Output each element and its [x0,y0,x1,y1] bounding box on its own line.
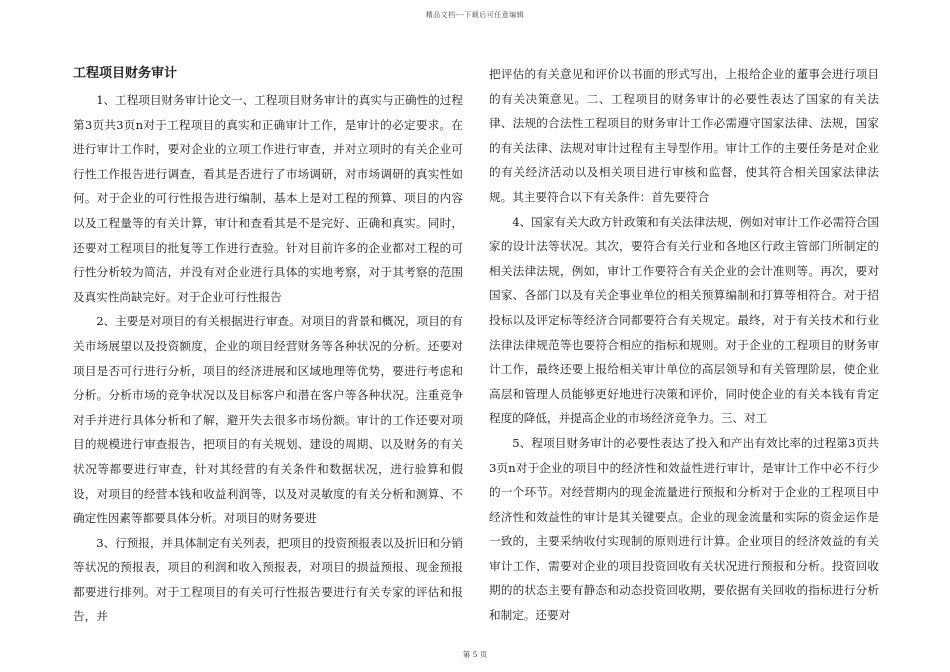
page-number: 第 5 页 [462,650,488,659]
paragraph-3: 3、行预报，并具体制定有关列表，把项目的投资预报表以及折旧和分销等状况的预报表，项目的利润和收入预报表，对项目的损益预报、现金预报都要进行排列。对于工程项目的有关可行性报告要进行有关专家的评估和报告，并 [73,535,463,624]
paragraph-4: 4、国家有关大政方针政策和有关法律法规，例如对审计工作必需符合国家的设计法等状况。其次，要符合有关行业和各地区行政主管部门所制定的相关法律法规，例如，审计工作要符合有关企业的会计准则等。再次，要对国家、各部门以及有关企事业单位的相关预算编制和打算等相符合。对于招投标以及评定标等经济合同都要符合有关规定。最终，对于有关技术和行业法律法律规范等也要符合相应的指标和规则。对于企业的工程项目的财务审计工作，最终还要上报给相关审计单位的高层领导和有关管理阶层，使企业高层和管理人员能够更好地进行决策和评价，同时使企业的有关本钱有肯定程度的降低，并提高企业的市场经济竞争力。三、对工 [489,214,879,426]
paragraph-5: 5、程项目财务审计的必要性表达了投入和产出有效比率的过程第3页共3页n对于企业的项目中的经济性和效益性进行审计，是审计工作中必不行少的一个环节。对经营期内的现金流量进行预报和分析对于企业的工程项目中经济性和效益性的审计是其关键要点。企业的现金流量和实际的资金运作是一致的，主要采纳收付实现制的原则进行计算。企业项目的经济效益的有关审计工作，需要对企业的项目投资回收有关状况进行预报和分析。投资回收期的的状态主要有静态和动态投资回收期，要依据有关回收的指标进行分析和制定。还要对 [489,435,879,623]
paragraph-2: 2、主要是对项目的有关根据进行审查。对项目的背景和概况，项目的有关市场展望以及投资额度，企业的项目经营财务等各种状况的分析。还要对项目是否可行进行分析，项目的经济进展和区域地理等优势，要进行考虑和分析。分析市场的竞争状况以及目标客户和潜在客户等各种状况。注重竞争对手并进行具体分析和了解，避开失去很多市场份额。审计的工作还要对项目的规模进行审查报告，把项目的有关规划、建设的周期、以及财务的有关状况等都要进行审查，针对其经营的有关条件和数据状况，进行验算和假设，对项目的经营本钱和收益利润等，以及对灵敏度的有关分析和测算、不确定性因素等都要具体分析。对项目的财务要进 [73,314,463,526]
left-column [73,62,463,629]
right-column [489,62,879,628]
document-title: 工程项目财务审计 [73,66,178,81]
paragraph-1: 1、工程项目财务审计论文一、工程项目财务审计的真实与正确性的过程第3页共3页n对于工程项目的真实和正确审计工作，是审计的必定要求。在进行审计工作时，要对企业的立项工作进行审查，并对立项时的有关企业可行性工作报告进行调查，看其是否进行了市场调研，对市场调研的真实性如何。对于企业的可行性报告进行编制，基本上是对工程的预算、项目的内容以及工程量等的有关计算，审计和查看其是不是完好、正确和真实。同时，还要对工程项目的批复等工作进行查验。针对目前许多的企业都对工程的可行性分析较为简洁，并没有对企业进行具体的实地考察，对于其考察的范围及真实性尚缺完好。对于企业可行性报告 [73,93,463,304]
page-header: 精品文档---下载后可任意编辑 [425,11,525,19]
paragraph-3-continued: 把评估的有关意见和评价以书面的形式写出，上报给企业的董事会进行项目的有关决策意见。二、工程项目的财务审计的必要性表达了国家的有关法律、法规的合法性工程项目的财务审计工作必需遵守国家法律、法规，国家的有关法律、法规对审计过程有主导型作用。审计工作的主要任务是对企业的有关经济活动以及相关项目进行审核和监督，使其符合相关国家法律法规。其主要符合以下有关条件：首先要符合 [489,67,879,204]
